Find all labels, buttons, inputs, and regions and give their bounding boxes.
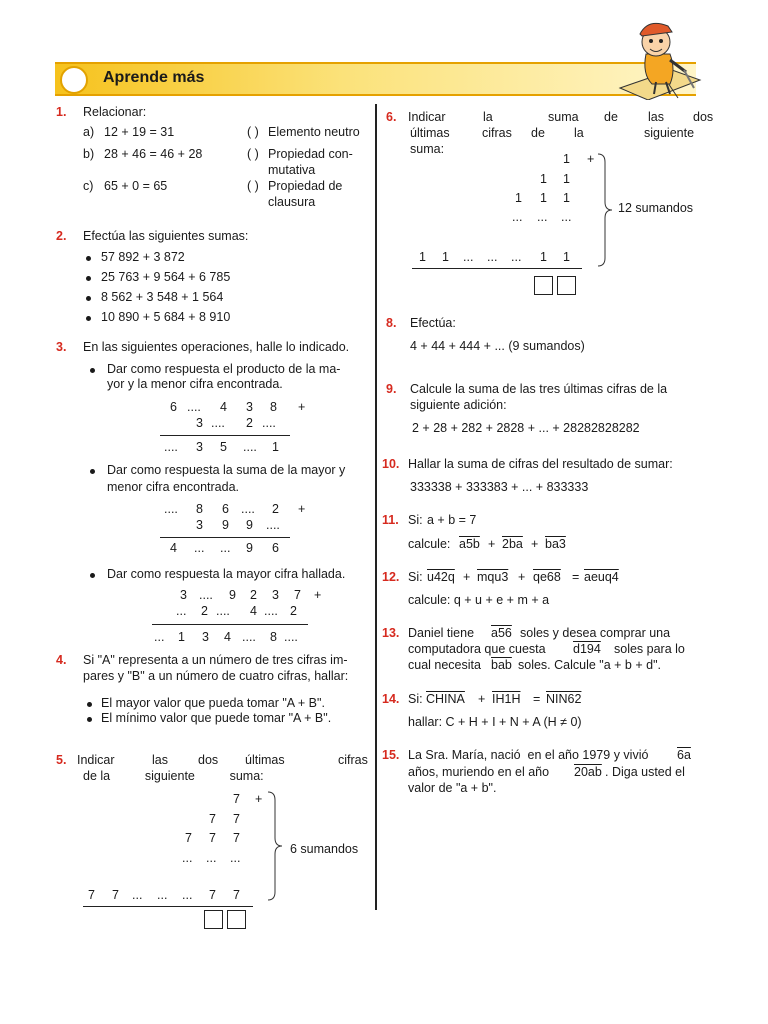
problem-6-text: de [604, 110, 618, 124]
problem-5-text: Indicar [77, 753, 115, 767]
digit: 3 [272, 588, 279, 602]
digit: ... [537, 210, 548, 224]
digit: 8 [270, 400, 277, 414]
problem-4-number: 4. [56, 653, 67, 667]
plus-sign: + [255, 792, 263, 806]
bullet-icon [90, 368, 95, 373]
digit: ... [176, 604, 187, 618]
overlined-number: 20ab [574, 765, 602, 779]
problem-9-text: Calcule la suma de las tres últimas cifras de la [410, 382, 668, 396]
digit: 9 [246, 541, 253, 555]
sum-line [83, 906, 253, 907]
sum-line [412, 268, 582, 269]
digit: 1 [540, 172, 547, 186]
digit: 1 [515, 191, 522, 205]
digit: .... [262, 416, 276, 430]
plus-sign: + [298, 502, 306, 516]
overlined-word: IH1H [492, 692, 521, 706]
plus-sign: + [587, 152, 595, 166]
overlined-word: NIN62 [546, 692, 582, 706]
digit: .... [199, 588, 213, 602]
digit: 1 [419, 250, 426, 264]
sum-line [160, 435, 290, 436]
overlined-number: $\overline{bab}$ [491, 658, 512, 672]
digit: 7 [88, 888, 95, 902]
problem-5-text: las [152, 753, 168, 767]
digit: 8 [270, 630, 277, 644]
column-divider [375, 104, 377, 910]
answer-blank: ( ) [247, 179, 259, 193]
digit: 2 [201, 604, 208, 618]
item-label: a) [83, 125, 95, 139]
plus-sign: + [488, 537, 496, 551]
digit: 1 [563, 191, 570, 205]
digit: .... [243, 440, 257, 454]
digit: ... [487, 250, 498, 264]
property-label: Elemento neutro [268, 125, 360, 139]
digit: 6 [222, 502, 229, 516]
digit: 7 [209, 831, 216, 845]
digit: 1 [563, 152, 570, 166]
digit: 7 [112, 888, 119, 902]
problem-15-number: 15. [382, 748, 400, 762]
digit: ... [206, 851, 217, 865]
digit: 5 [220, 440, 227, 454]
problem-3-title: En las siguientes operaciones, halle lo indicado. [83, 340, 350, 354]
problem-11-text: Si: [408, 513, 423, 527]
property-label: Propiedad de [268, 179, 343, 193]
problem-13-text: soles para lo [614, 642, 685, 656]
problem-6-text: suma [548, 110, 579, 124]
problem-6-text: Indicar [408, 110, 446, 124]
list-item: 8 562 + 3 548 + 1 564 [101, 290, 224, 304]
bullet-icon [86, 256, 91, 261]
problem-9-expression: 2 + 28 + 282 + 2828 + ... + 28282828282 [412, 421, 640, 435]
plus-sign: + [478, 692, 486, 706]
problem-13-text: soles y desea comprar una [520, 626, 671, 640]
sum-line [160, 537, 290, 538]
brace-icon [266, 790, 288, 902]
equals-sign: = [572, 570, 580, 584]
overlined-number: ba3 [545, 537, 566, 551]
digit: 1 [563, 250, 570, 264]
digit: .... [187, 400, 201, 414]
digit: 3 [196, 440, 203, 454]
answer-blank: ( ) [247, 125, 259, 139]
list-item: 57 892 + 3 872 [101, 250, 185, 264]
digit: 1 [540, 191, 547, 205]
digit: ... [511, 250, 522, 264]
problem-8-title: Efectúa: [410, 316, 456, 330]
digit: .... [164, 440, 178, 454]
digit: 7 [209, 812, 216, 826]
problem-8-expression: 4 + 44 + 444 + ... (9 sumandos) [410, 339, 585, 353]
problem-10-expression: 333338 + 333383 + ... + 833333 [410, 480, 589, 494]
digit: 1 [178, 630, 185, 644]
item-expression: 12 + 19 = 31 [104, 125, 175, 139]
overlined-number: mqu3 [477, 570, 509, 584]
answer-box[interactable] [227, 910, 246, 929]
problem-13-text: cual necesita [408, 658, 481, 672]
item-label: c) [83, 179, 94, 193]
property-label: mutativa [268, 163, 316, 177]
problem-11-condition: a + b = 7 [427, 513, 477, 527]
digit: .... [211, 416, 225, 430]
problem-15-text: La Sra. María, nació en el año 1979 y vivió [408, 748, 649, 762]
problem-14-number: 14. [382, 692, 400, 706]
instruction-text: menor cifra encontrada. [107, 480, 240, 494]
bullet-icon [90, 469, 95, 474]
overlined-number: u42q [427, 570, 455, 584]
digit: 6 [272, 541, 279, 555]
digit: 7 [233, 792, 240, 806]
problem-6-text: últimas [410, 126, 450, 140]
problem-4-text: Si "A" representa a un número de tres cifras im- [83, 653, 348, 667]
digit: 1 [442, 250, 449, 264]
bullet-icon [87, 717, 92, 722]
problem-13-text: Daniel tiene [408, 626, 475, 640]
digit: .... [266, 518, 280, 532]
bullet-icon [87, 702, 92, 707]
overlined-number: a5b [459, 537, 480, 551]
digit: .... [164, 502, 178, 516]
digit: 9 [246, 518, 253, 532]
digit: 9 [222, 518, 229, 532]
digit: 3 [246, 400, 253, 414]
item-expression: 28 + 46 = 46 + 28 [104, 147, 203, 161]
problem-2-title: Efectúa las siguientes sumas: [83, 229, 249, 243]
digit: 7 [233, 812, 240, 826]
digit: 2 [272, 502, 279, 516]
problem-6-number: 6. [386, 110, 397, 124]
list-item: El mayor valor que pueda tomar "A + B". [101, 696, 325, 710]
overlined-number: 6a [677, 748, 691, 762]
property-label: clausura [268, 195, 316, 209]
list-item: 10 890 + 5 684 + 8 910 [101, 310, 231, 324]
answer-box[interactable] [557, 276, 576, 295]
digit: 7 [294, 588, 301, 602]
bullet-icon [86, 276, 91, 281]
digit: ... [182, 851, 193, 865]
problem-15-text: . Diga usted el [605, 765, 685, 779]
plus-sign: + [314, 588, 322, 602]
problem-6-text: la [574, 126, 584, 140]
problem-12-text: Si: [408, 570, 423, 584]
overlined-number: aeuq4 [584, 570, 619, 584]
brace-label: 12 sumandos [618, 201, 694, 215]
answer-box[interactable] [204, 910, 223, 929]
overlined-number: a56 [491, 626, 512, 640]
digit: ... [561, 210, 572, 224]
digit: 7 [233, 888, 240, 902]
digit: 4 [170, 541, 177, 555]
list-item: El mínimo valor que puede tomar "A + B". [101, 711, 332, 725]
overlined-word: CHINA [426, 692, 465, 706]
section-title: Aprende más [103, 69, 205, 86]
item-expression: 65 + 0 = 65 [104, 179, 168, 193]
brace-icon [596, 152, 618, 268]
overlined-number: qe68 [533, 570, 561, 584]
problem-5-text: cifras [338, 753, 368, 767]
problem-4-text: pares y "B" a un número de cuatro cifras, hallar: [83, 669, 349, 683]
plus-sign: + [298, 400, 306, 414]
digit: .... [242, 630, 256, 644]
problem-6-text: cifras [482, 126, 512, 140]
problem-6-text: las [648, 110, 664, 124]
problem-10-text: Hallar la suma de cifras del resultado de sumar: [408, 457, 673, 471]
digit: 4 [250, 604, 257, 618]
item-label: b) [83, 147, 95, 161]
digit: 9 [229, 588, 236, 602]
problem-1-title: Relacionar: [83, 105, 147, 119]
digit: .... [241, 502, 255, 516]
digit: .... [284, 630, 298, 644]
problem-5-text: dos [198, 753, 219, 767]
bullet-icon [86, 316, 91, 321]
bullet-icon [90, 573, 95, 578]
digit: 2 [290, 604, 297, 618]
problem-3-number: 3. [56, 340, 67, 354]
problem-11-number: 11. [382, 513, 399, 527]
problem-15-text: valor de "a + b". [408, 781, 497, 795]
instruction-text: yor y la menor cifra encontrada. [107, 377, 283, 391]
digit: 1 [563, 172, 570, 186]
problem-8-number: 8. [386, 316, 397, 330]
digit: 1 [540, 250, 547, 264]
problem-6-text: siguiente [644, 126, 695, 140]
digit: 2 [246, 416, 253, 430]
boy-mascot-icon [612, 14, 702, 100]
digit: ... [230, 851, 241, 865]
digit: 2 [250, 588, 257, 602]
problem-13-text: soles. Calcule "a + b + d". [518, 658, 661, 672]
digit: 3 [180, 588, 187, 602]
problem-10-number: 10. [382, 457, 400, 471]
digit: .... [264, 604, 278, 618]
instruction-text: Dar como respuesta la suma de la mayor y [107, 463, 346, 477]
problem-14-text: hallar: C + H + I + N + A (H ≠ 0) [408, 715, 582, 729]
digit: 7 [209, 888, 216, 902]
problem-13-number: 13. [382, 626, 400, 640]
answer-box[interactable] [534, 276, 553, 295]
instruction-text: Dar como respuesta la mayor cifra hallada. [107, 567, 346, 581]
problem-6-text: la [483, 110, 493, 124]
banner-circle-icon [60, 66, 88, 94]
instruction-text: Dar como respuesta el producto de la ma- [107, 362, 341, 376]
list-item: 25 763 + 9 564 + 6 785 [101, 270, 231, 284]
problem-12-text: calcule: q + u + e + m + a [408, 593, 550, 607]
digit: 1 [272, 440, 279, 454]
digit: 3 [196, 416, 203, 430]
problem-14-text: Si: [408, 692, 423, 706]
digit: ... [154, 630, 165, 644]
problem-12-number: 12. [382, 570, 400, 584]
problem-5-text: de la siguiente suma: [83, 769, 264, 783]
digit: ... [220, 541, 231, 555]
sum-line [152, 624, 308, 625]
overlined-number: d194 [573, 642, 601, 656]
digit: ... [182, 888, 193, 902]
property-label: Propiedad con- [268, 147, 353, 161]
problem-9-text: siguiente adición: [410, 398, 507, 412]
digit: ... [194, 541, 205, 555]
problem-2-number: 2. [56, 229, 67, 243]
digit: ... [463, 250, 474, 264]
bullet-icon [86, 296, 91, 301]
problem-5-text: últimas [245, 753, 285, 767]
digit: 3 [196, 518, 203, 532]
plus-sign: + [531, 537, 539, 551]
overlined-number: 2ba [502, 537, 523, 551]
digit: 7 [233, 831, 240, 845]
digit: 8 [196, 502, 203, 516]
digit: ... [157, 888, 168, 902]
brace-label: 6 sumandos [290, 842, 359, 856]
plus-sign: + [463, 570, 471, 584]
digit: 4 [220, 400, 227, 414]
plus-sign: + [518, 570, 526, 584]
problem-5-number: 5. [56, 753, 67, 767]
problem-6-text: dos [693, 110, 714, 124]
digit: .... [216, 604, 230, 618]
digit: 7 [185, 831, 192, 845]
digit: 3 [202, 630, 209, 644]
equals-sign: = [533, 692, 541, 706]
problem-13-text: computadora que cuesta [408, 642, 546, 656]
digit: 4 [224, 630, 231, 644]
digit: ... [132, 888, 143, 902]
digit: 6 [170, 400, 177, 414]
problem-11-text: calcule: [408, 537, 451, 551]
problem-1-number: 1. [56, 105, 67, 119]
problem-6-text: de [531, 126, 545, 140]
problem-9-number: 9. [386, 382, 397, 396]
digit: ... [512, 210, 523, 224]
problem-15-text: años, muriendo en el año [408, 765, 550, 779]
problem-6-text: suma: [410, 142, 445, 156]
answer-blank: ( ) [247, 147, 259, 161]
